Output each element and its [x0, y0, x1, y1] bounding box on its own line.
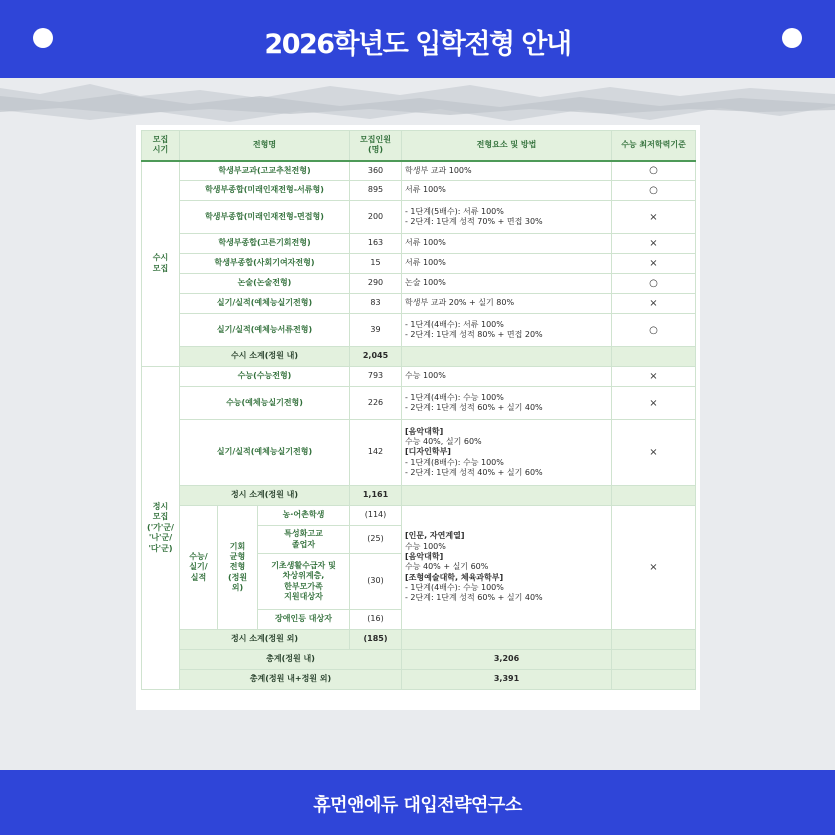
table-row: 정시 모집 ('가'군/ '나'군/ '다'군) 수능(수능전형) 793 수능 100% ×: [142, 367, 696, 387]
admission-table-card: [136, 125, 700, 710]
method-cell: [음악대학] 수능 40%, 실기 60% [디자인학부] - 1단계(8배수): 수능 100% - 2단계: 1단계 성적 40% + 실기 60%: [402, 420, 612, 486]
extra-method-cell: [인문, 자연계열] 수능 100% [음악대학] 수능 40% + 실기 60% [조형예술대학, 체육과학부] - 1단계(4배수): 수능 100% - 2단계: 1단계 성적 60% + 실기 40%: [402, 506, 612, 630]
susi-label: 수시 모집: [142, 161, 180, 367]
table-row: 학생부종합(미래인재전형-면접형) 200 - 1단계(5배수): 서류 100% - 2단계: 1단계 성적 70% + 면접 30% ×: [142, 201, 696, 234]
jeongsi-label: 정시 모집 ('가'군/ '나'군/ '다'군): [142, 367, 180, 690]
header-min: 수능 최저학력기준: [612, 131, 696, 161]
total-in-row: 총계(정원 내) 3,206: [142, 650, 696, 670]
footer-banner: [0, 770, 835, 835]
jeongsi-subtotal2-row: 정시 소계(정원 외) (185): [142, 630, 696, 650]
table-row: 학생부종합(사회기여자전형) 15 서류 100% ×: [142, 254, 696, 274]
torn-paper-decoration: [0, 76, 835, 126]
header-period: 모집 시기: [142, 131, 180, 161]
table-row: 학생부종합(고른기회전형) 163 서류 100% ×: [142, 234, 696, 254]
dot-right-icon: [782, 28, 802, 48]
table-row: 특성화고교 졸업자 (25): [142, 526, 696, 554]
jeongsi-subtotal-row: 정시 소계(정원 내) 1,161: [142, 486, 696, 506]
header-method: 전형요소 및 방법: [402, 131, 612, 161]
table-row: 수능(예체능실기전형) 226 - 1단계(4배수): 수능 100% - 2단계: 1단계 성적 60% + 실기 40% ×: [142, 387, 696, 420]
table-row: 기초생활수급자 및 차상위계층, 한부모가족 지원대상자 (30): [142, 554, 696, 610]
table-header-row: [142, 131, 696, 161]
susi-subtotal-row: 수시 소계(정원 내) 2,045: [142, 347, 696, 367]
admission-table: [141, 130, 696, 690]
table-row: 장애인등 대상자 (16): [142, 610, 696, 630]
header-quota: 모집인원 (명): [350, 131, 402, 161]
header-type: 전형명: [180, 131, 350, 161]
table-row: 수능/ 실기/ 실적 기회 균형 전형 (정원 외) 농·어촌학생 (114) [인문, 자연계열] 수능 100% [음악대학] 수능 40% + 실기 60% [조형예술대학, 체육과학부] - 1단계(4배수): 수능 100% - 2단계: 1단계 성적 60% + 실기 40% ×: [142, 506, 696, 526]
table-row: 수시 모집 학생부교과(고교추천전형) 360 학생부 교과 100% ○: [142, 161, 696, 181]
table-row: 학생부종합(미래인재전형-서류형) 895 서류 100% ○: [142, 181, 696, 201]
table-row: 실기/실적(예체능서류전형) 39 - 1단계(4배수): 서류 100% - 2단계: 1단계 성적 80% + 면접 20% ○: [142, 314, 696, 347]
table-row: 논술(논술전형) 290 논술 100% ○: [142, 274, 696, 294]
table-row: 실기/실적(예체능실기전형) 142 [음악대학] 수능 40%, 실기 60% [디자인학부] - 1단계(8배수): 수능 100% - 2단계: 1단계 성적 40% + 실기 60% ×: [142, 420, 696, 486]
page-title: 2026학년도 입학전형 안내: [264, 29, 571, 60]
header-banner: [0, 0, 835, 78]
footer-brand: 휴먼앤에듀 대입전략연구소: [313, 795, 522, 816]
table-row: 실기/실적(예체능실기전형) 83 학생부 교과 20% + 실기 80% ×: [142, 294, 696, 314]
total-all-row: 총계(정원 내+정원 외) 3,391: [142, 670, 696, 690]
